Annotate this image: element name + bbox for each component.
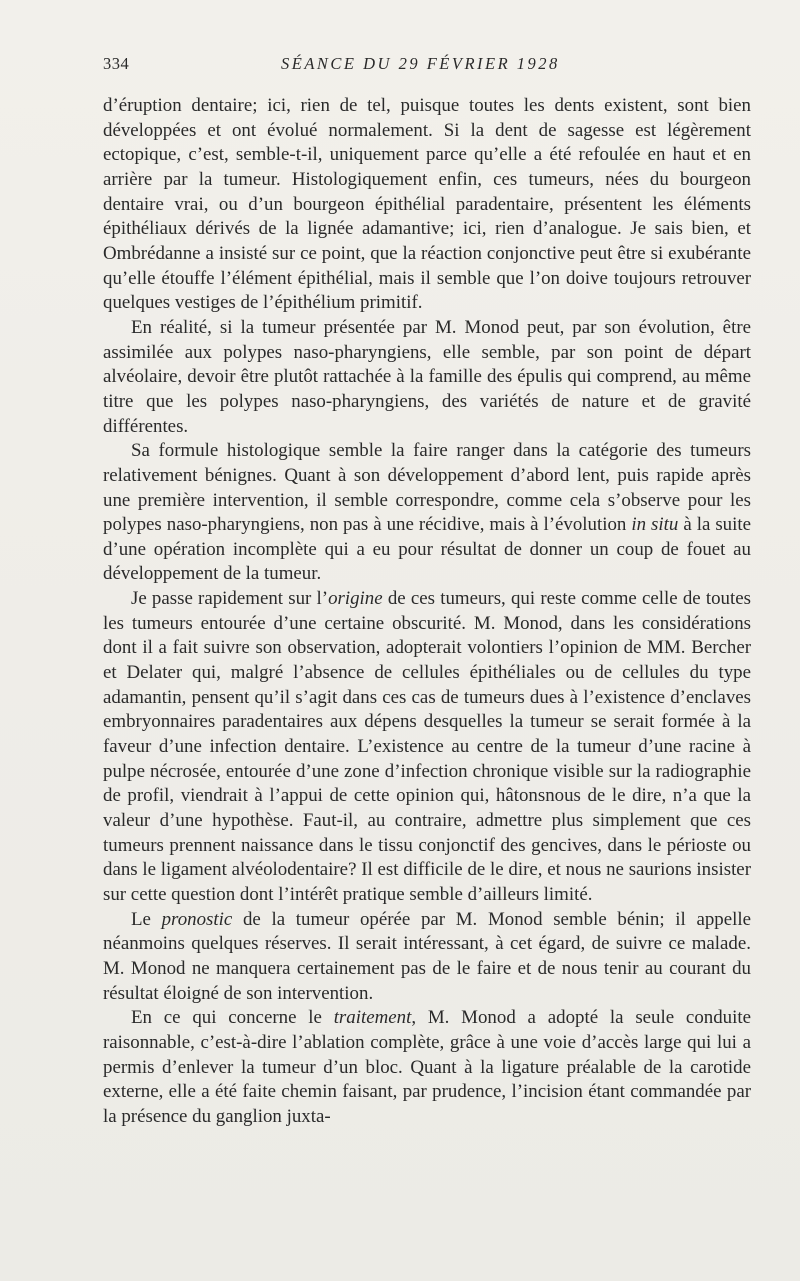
paragraph-text: de la tumeur opérée par M. Monod semble bénin; il appelle néanmoins quelques réserves. Il serait intéressant, à cet égard, de suivre ce malade. M. Monod ne manquera certainement pas de le faire et de nous tenir au courant du résultat éloigné de son intervention. <box>103 908 751 1004</box>
page-number: 334 <box>103 54 130 73</box>
paragraph-text: , M. Monod a adopté la seule conduite raisonnable, c’est-à-dire l’ablation complète, grâce à une voie d’accès large qui lui a permis d’enlever la tumeur d’un bloc. Quant à la ligature préalable de la carotide externe, elle a été faite chemin faisant, par prudence, l’incision étant commandée par la présence du ganglion juxta- <box>103 1007 751 1127</box>
paragraph-text: Sa formule histologique semble la faire ranger dans la catégorie des tumeurs relativement bénignes. Quant à son développement d’abord lent, puis rapide après une première intervention, il semble correspondre, comme cela s’observe pour les polypes naso-pharyngiens, non pas à une récidive, mais à l’évolution <box>103 440 751 536</box>
italic-term-in-situ: in situ <box>631 514 679 536</box>
paragraph-histology <box>103 439 751 587</box>
italic-term-origine: origine <box>328 588 383 610</box>
paragraph-text: En ce qui concerne le <box>131 1007 334 1029</box>
paragraph-text: Je passe rapidement sur l’ <box>131 588 329 610</box>
paragraph-text: Le <box>131 908 162 930</box>
paragraph-text: de ces tumeurs, qui reste comme celle de toutes les tumeurs entourée d’une certaine obscurité. M. Monod, dans les considérations dont il a fait suivre son observation, adopterait volontiers l’opinion de MM. Bercher et Delater qui, malgré l’absence de cellules épithéliales ou de cellules du type adamantin, pensent qu’il s’agit dans ces cas de tumeurs dues à l’existence d’enclaves embryonnaires paradentaires aux dépens desquelles la tumeur se serait formée à la faveur d’une infection dentaire. L’existence au centre de la tumeur d’une racine à pulpe nécrosée, entourée d’une zone d’infection chronique visible sur la radiographie de profil, viendrait à l’appui de cette opinion qui, hâtonsnous de le dire, n’a que la valeur d’une hypothèse. Faut-il, au contraire, admettre plus simplement que ces tumeurs prennent naissance dans le tissu conjonctif des gencives, dans le périoste ou dans le ligament alvéolodentaire? Il est difficile de le dire, et nous ne saurions insister sur cette question dont l’intérêt pratique semble d’ailleurs limité. <box>103 588 751 905</box>
paragraph-continuation <box>103 94 751 316</box>
paragraph-evolution <box>103 316 751 439</box>
paragraph-treatment <box>103 1006 751 1129</box>
running-title: SÉANCE DU 29 FÉVRIER 1928 <box>281 54 560 73</box>
paragraph-prognosis <box>103 908 751 1007</box>
italic-term-traitement: traitement <box>333 1007 412 1029</box>
body-text <box>103 94 751 1130</box>
paragraph-text: à la suite d’une opération incomplète qui a eu pour résultat de donner un coup de fouet au développement de la tumeur. <box>103 514 751 585</box>
paragraph-text: d’éruption dentaire; ici, rien de tel, puisque toutes les dents existent, sont bien développées et ont évolué normalement. Si la dent de sagesse est légèrement ectopique, c’est, semble-t-il, uniquement parce qu’elle a été refoulée en haut et en arrière par la tumeur. Histologiquement enfin, ces tumeurs, nées du bourgeon dentaire vrai, ou d’un bourgeon épithélial paradentaire, présentent les éléments épithéliaux dérivés de la lignée adamantive; ici, rien d’analogue. Je sais bien, et Ombrédanne a insisté sur ce point, que la réaction conjonctive peut être si exubérante qu’elle étouffe l’élément épithélial, mais il semble que l’on doive toujours retrouver quelques vestiges de l’épithélium primitif. <box>103 95 751 314</box>
paragraph-text: En réalité, si la tumeur présentée par M. Monod peut, par son évolution, être assimilée aux polypes naso-pharyngiens, elle semble, par son point de départ alvéolaire, devoir être plutôt rattachée à la famille des épulis qui comprend, au même titre que les polypes naso-pharyngiens, des variétés de nature et de gravité différentes. <box>103 316 751 437</box>
paragraph-origin <box>103 587 751 908</box>
italic-term-pronostic: pronostic <box>161 908 233 930</box>
running-header <box>103 54 753 78</box>
